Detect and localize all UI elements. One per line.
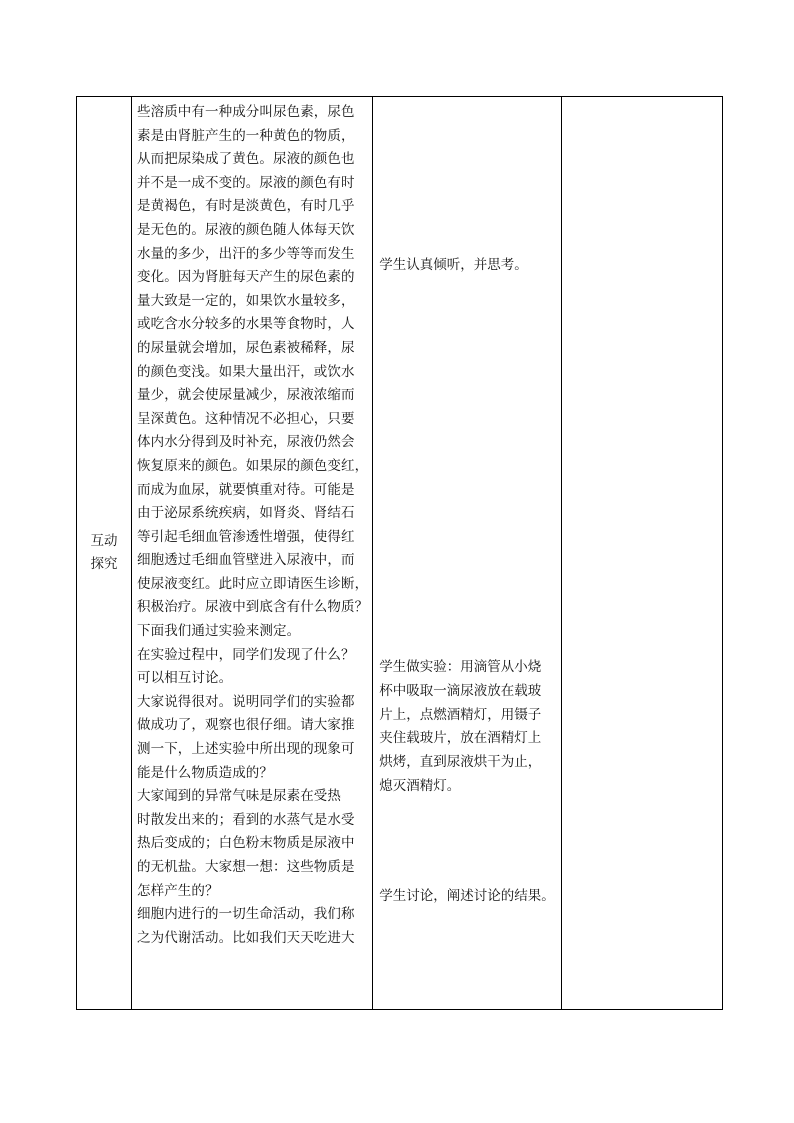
teacher-text-line: 大家闻到的异常气味是尿素在受热 bbox=[137, 788, 341, 805]
section-label-line: 探究 bbox=[90, 556, 118, 572]
teacher-text-line: 大家说得很对。说明同学们的实验都 bbox=[137, 693, 355, 710]
teacher-text-line: 之为代谢活动。比如我们天天吃进大 bbox=[137, 929, 355, 946]
teacher-text-line: 的尿量就会增加，尿色素被稀释，尿 bbox=[137, 339, 355, 356]
teacher-text-line: 变化。因为肾脏每天产生的尿色素的 bbox=[137, 269, 355, 286]
student-note-line: 学生讨论，阐述讨论的结果。 bbox=[379, 888, 555, 904]
teacher-text-line: 能是什么物质造成的？ bbox=[137, 764, 273, 781]
teacher-text-line: 做成功了，观察也很仔细。请大家推 bbox=[137, 717, 355, 734]
section-label bbox=[77, 530, 131, 576]
teacher-text-line: 的颜色变浅。如果大量出汗，或饮水 bbox=[137, 363, 355, 380]
section-cell bbox=[77, 97, 132, 1010]
student-activity-cell bbox=[373, 97, 562, 1010]
teacher-text-line: 等引起毛细血管渗透性增强，使得红 bbox=[137, 528, 355, 545]
teacher-activity-cell bbox=[132, 97, 373, 1010]
teacher-text-line: 怎样产生的？ bbox=[137, 882, 219, 899]
teacher-text-line: 恢复原来的颜色。如果尿的颜色变红， bbox=[137, 457, 369, 474]
section-label-line: 互动 bbox=[90, 533, 118, 549]
teacher-text-line: 从而把尿染成了黄色。尿液的颜色也 bbox=[137, 151, 355, 168]
teacher-text-line: 细胞内进行的一切生命活动，我们称 bbox=[137, 906, 355, 923]
teacher-text-line: 时散发出来的；看到的水蒸气是水受 bbox=[137, 811, 355, 828]
teacher-text-line: 积极治疗。尿液中到底含有什么物质？ bbox=[137, 599, 369, 616]
blank-column-cell bbox=[562, 97, 723, 1010]
teacher-text-line: 是无色的。尿液的颜色随人体每天饮 bbox=[137, 221, 355, 238]
student-note bbox=[379, 656, 541, 799]
teacher-text-line: 而成为血尿，就要慎重对待。可能是 bbox=[137, 481, 355, 498]
student-note-line: 学生认真倾听，并思考。 bbox=[379, 257, 528, 273]
teacher-text-line: 或吃含水分较多的水果等食物时，人 bbox=[137, 316, 355, 333]
student-activity-column bbox=[373, 97, 561, 1009]
student-note-line: 杯中吸取一滴尿液放在载玻 bbox=[379, 682, 542, 699]
teacher-text-line: 测一下，上述实验中所出现的现象可 bbox=[137, 741, 355, 758]
teacher-text-line: 素是由肾脏产生的一种黄色的物质， bbox=[137, 127, 355, 144]
teacher-text-line: 并不是一成不变的。尿液的颜色有时 bbox=[137, 174, 355, 191]
teacher-text-line: 些溶质中有一种成分叫尿色素，尿色 bbox=[137, 104, 355, 120]
teacher-text-line: 由于泌尿系统疾病，如肾炎、肾结石 bbox=[137, 505, 355, 522]
teacher-text-line: 是黄褐色，有时是淡黄色，有时几乎 bbox=[137, 198, 355, 215]
teacher-text-line: 使尿液变红。此时应立即请医生诊断， bbox=[137, 575, 369, 592]
teacher-text-line: 可以相互讨论。 bbox=[137, 670, 233, 687]
teacher-text-line: 呈深黄色。这种情况不必担心，只要 bbox=[137, 410, 355, 427]
student-note-line: 烘烤，直到尿液烘干为止， bbox=[379, 754, 542, 771]
table-row bbox=[77, 97, 723, 1010]
student-note-line: 夹住载玻片，放在酒精灯上 bbox=[379, 730, 542, 747]
student-note-line: 片上，点燃酒精灯，用镊子 bbox=[379, 706, 542, 723]
student-note bbox=[379, 254, 528, 278]
teacher-text-line: 细胞透过毛细血管壁进入尿液中，而 bbox=[137, 552, 355, 569]
student-note-line: 熄灭酒精灯。 bbox=[379, 777, 461, 794]
teacher-text-line: 量少，就会使尿量减少，尿液浓缩而 bbox=[137, 387, 355, 404]
teacher-text-line: 下面我们通过实验来测定。 bbox=[137, 623, 301, 640]
teacher-text-line: 量大致是一定的，如果饮水量较多， bbox=[137, 292, 355, 309]
teacher-text-line: 水量的多少，出汗的多少等等而发生 bbox=[137, 245, 355, 262]
student-note bbox=[379, 885, 555, 909]
teacher-text-line: 体内水分得到及时补充，尿液仍然会 bbox=[137, 434, 355, 451]
student-note-line: 学生做实验：用滴管从小烧 bbox=[379, 659, 542, 675]
teacher-text-line: 热后变成的；白色粉末物质是尿液中 bbox=[137, 835, 355, 852]
teacher-activity-text bbox=[132, 97, 372, 950]
teacher-text-line: 的无机盐。大家想一想：这些物质是 bbox=[137, 859, 355, 875]
teacher-text-line: 在实验过程中，同学们发现了什么？ bbox=[137, 646, 355, 663]
lesson-plan-table bbox=[76, 96, 723, 1010]
